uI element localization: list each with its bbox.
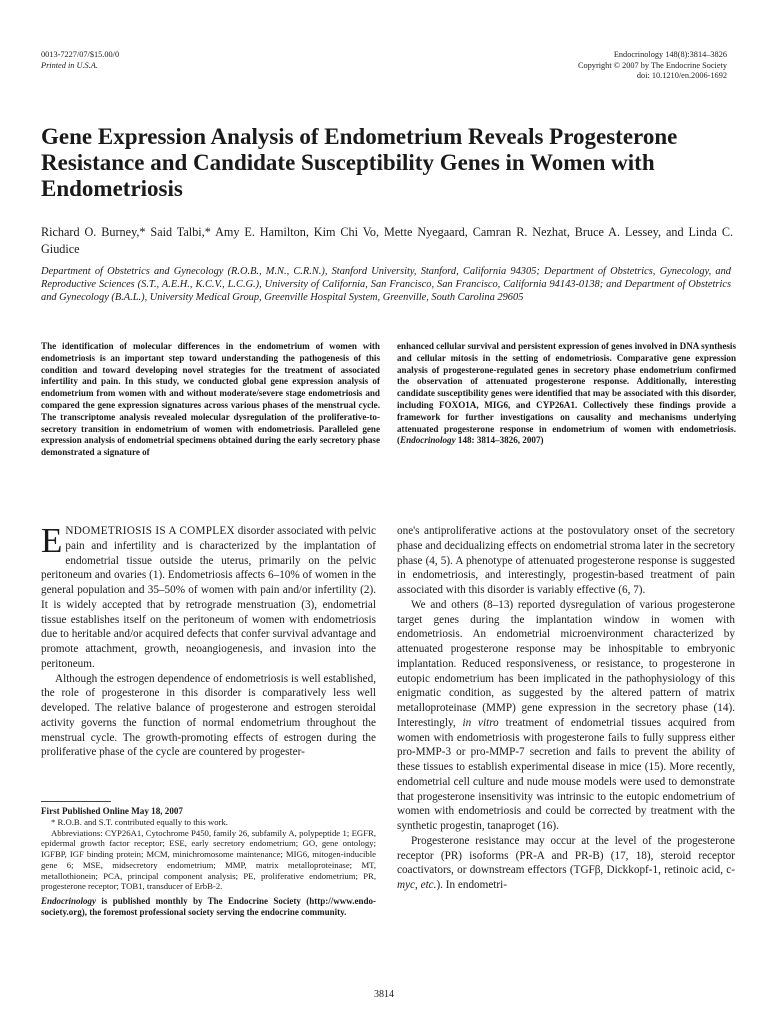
page-number: 3814	[374, 989, 394, 1000]
article-title: Gene Expression Analysis of Endometrium Reveals Progesterone Resistance and Candidate Susceptibility Genes in Women with Endometriosis	[41, 124, 678, 201]
intro-smallcaps: NDOMETRIOSIS IS A COMPLEX	[65, 525, 235, 537]
r3-myc: myc	[397, 879, 416, 891]
publisher-text: is published monthly by The Endocrine Society (http://www.endo-society.org), the foremost professional society serving the endocrine community.	[41, 896, 376, 917]
paragraph-r2	[397, 598, 735, 834]
paragraph-r3	[397, 834, 735, 893]
copyright-line: Copyright © 2007 by The Endocrine Society	[577, 60, 727, 70]
author-list: Richard O. Burney,* Said Talbi,* Amy E. Hamilton, Kim Chi Vo, Mette Nyegaard, Camran R. Nezhat, Bruce A. Lessey, and Linda C. Giudice	[41, 225, 733, 256]
footnote-rule	[41, 801, 111, 802]
issn-line: 0013-7227/07/$15.00/0	[41, 50, 120, 59]
body-column-right	[397, 524, 735, 893]
doi-line: doi: 10.1210/en.2006-1692	[636, 71, 727, 80]
publisher-journal: Endocrinology	[41, 896, 97, 906]
body-column-left	[41, 521, 376, 760]
header-right	[578, 50, 727, 82]
r3-text-b: ). In endometri-	[436, 879, 507, 891]
abstract-left: The identification of molecular differences in the endometrium of women with endometriosis is an important step toward understanding the pathogenesis of this condition and toward developing novel strategies for the treatment of associated infertility and pain. In this study, we conducted global gene expression analysis of endometrium from women with and without moderate/severe stage endometriosis and compared the gene expression signatures across various phases of the menstrual cycle. The transcriptome analysis revealed molecular dysregulation of the proliferative-to-secretory transition in endometrium of women with endometriosis. Paralleled gene expression analysis of endometrial specimens obtained during the early secretory phase demonstrated a signature of	[41, 341, 380, 458]
abbreviations: Abbreviations: CYP26A1, Cytochrome P450, family 26, subfamily A, polypeptide 1; EGFR, epidermal growth factor receptor; ESE, early secretory endometrium; GO, gene ontology; IGFBP, IGF binding protein; MCM, minichromosome maintenance; MIG6, mitogen-inducible gene 6; MSE, midsecretory endometrium; MMP, matrix metalloproteinase; MT, metallothionein; PCA, principal component analysis; PE, proliferative endometrium; PR, progesterone receptor; TOB1, transducer of ErbB-2.	[41, 827, 376, 892]
journal-citation: Endocrinology 148(8):3814–3826	[613, 50, 727, 59]
publisher-note	[41, 896, 376, 918]
intro-paragraph	[41, 521, 376, 672]
footnotes	[41, 801, 376, 918]
r2-italic: in vitro	[462, 716, 499, 729]
r2-text-b: treatment of endometrial tissues acquired from women with endometriosis with progesterone fails to fully suppress either pro-MMP-3 or pro-MMP-7 secretion and fails to prevent the ability of these tissues to establish experimental disease in mice (15). More recently, endometrial cell culture and nude mouse models were used to demonstrate that progesterone insensitivity was intrinsic to the eutopic endometrium of women with endometriosis and could be corrected by treatment with the synthetic progestin, tanaproget (16).	[397, 716, 735, 832]
r3-comma: ,	[415, 879, 421, 891]
affiliations: Department of Obstetrics and Gynecology (R.O.B., M.N., C.R.N.), Stanford University, Stanford, California 94305; Department of Obstetrics, Gynecology, and Reproductive Sciences (S.T., A.E.H., K.C.V., L.C.G.), University of California, San Francisco, San Francisco, California 94143-0138; and Department of Obstetrics and Gynecology (B.A.L.), University Medical Group, Greenville Hospital System, Greenville, South Carolina 29605	[41, 266, 731, 304]
abstract-citation-rest: 148: 3814–3826, 2007)	[455, 435, 544, 446]
r2-text-a: We and others (8–13) reported dysregulation of various progesterone target genes during the implantation window in women with endometriosis. An endometrial microenvironment characterized by attenuated progesterone response may be inhospitable to embryonic implantation. Reduced responsiveness, or resistance, to progesterone in eutopic endometrium has been implicated in the pathophysiology of this enigmatic condition, as suggested by the altered pattern of matrix metalloproteinase (MMP) gene expression in the secretory phase (14). Interestingly,	[397, 598, 735, 729]
paragraph-r1: one's antiproliferative actions at the postovulatory onset of the secretory phase and decidualizing effects on endometrial stroma later in the secretory phase (4, 5). A phenotype of attenuated progesterone response is suggested in endometriosis, and interestingly, progestin-based treatment of pain associated with this disorder is variably effective (6, 7).	[397, 525, 735, 596]
drop-cap: E	[41, 521, 63, 560]
contribution-note: * R.O.B. and S.T. contributed equally to this work.	[51, 816, 228, 827]
intro-text: disorder associated with pelvic pain and infertility and is characterized by the implantation of endometrial tissue outside the uterus, primarily on the pelvic peritoneum and ovaries (1). Endometriosis affects 6–10% of women in the general population and 35–50% of women with pain and/or infertility (2). It is widely accepted that by retrograde menstruation (3), endometrial tissue establishes itself on the peritoneum of women with endometriosis due to heritable and/or acquired defects that confer survival advantage and promote attachment, growth, neoangiogenesis, and invasion into the peritoneum.	[41, 525, 376, 670]
printed-line: Printed in U.S.A.	[41, 60, 98, 70]
paragraph-2: Although the estrogen dependence of endometriosis is well established, the role of progesterone in this disorder is comparatively less well developed. The relative balance of progesterone and estrogen steroidal activity governs the function of normal endometrium throughout the menstrual cycle. The growth-promoting effects of estrogen during the proliferative phase of the cycle are countered by progester-	[41, 672, 376, 759]
r3-text-a: Progesterone resistance may occur at the level of the progesterone receptor (PR) isoforms (PR-A and PR-B) (17, 18), steroid receptor coactivators, or downstream effectors (TGFβ, Dickkopf-1, retinoic acid, c-	[397, 834, 735, 877]
first-published: First Published Online May 18, 2007	[41, 806, 183, 816]
abstract-citation-journal: Endocrinology	[400, 435, 456, 446]
header-left	[41, 50, 119, 71]
r3-etc: etc.	[420, 879, 437, 891]
abstract-right	[397, 341, 736, 447]
abstract-right-text: enhanced cellular survival and persistent expression of genes involved in DNA synthesis and cellular mitosis in the setting of endometriosis. Comparative gene expression analysis of progesterone-regulated genes in secretory phase endometrium confirmed the observation of attenuated progesterone response. Additionally, interesting candidate susceptibility genes were identified that may be associated with this disorder, including FOXO1A, MIG6, and CYP26A1. Collectively these findings provide a framework for further investigations on causality and mechanisms underlying attenuated progesterone response in endometrium of women with endometriosis. (	[397, 341, 736, 446]
